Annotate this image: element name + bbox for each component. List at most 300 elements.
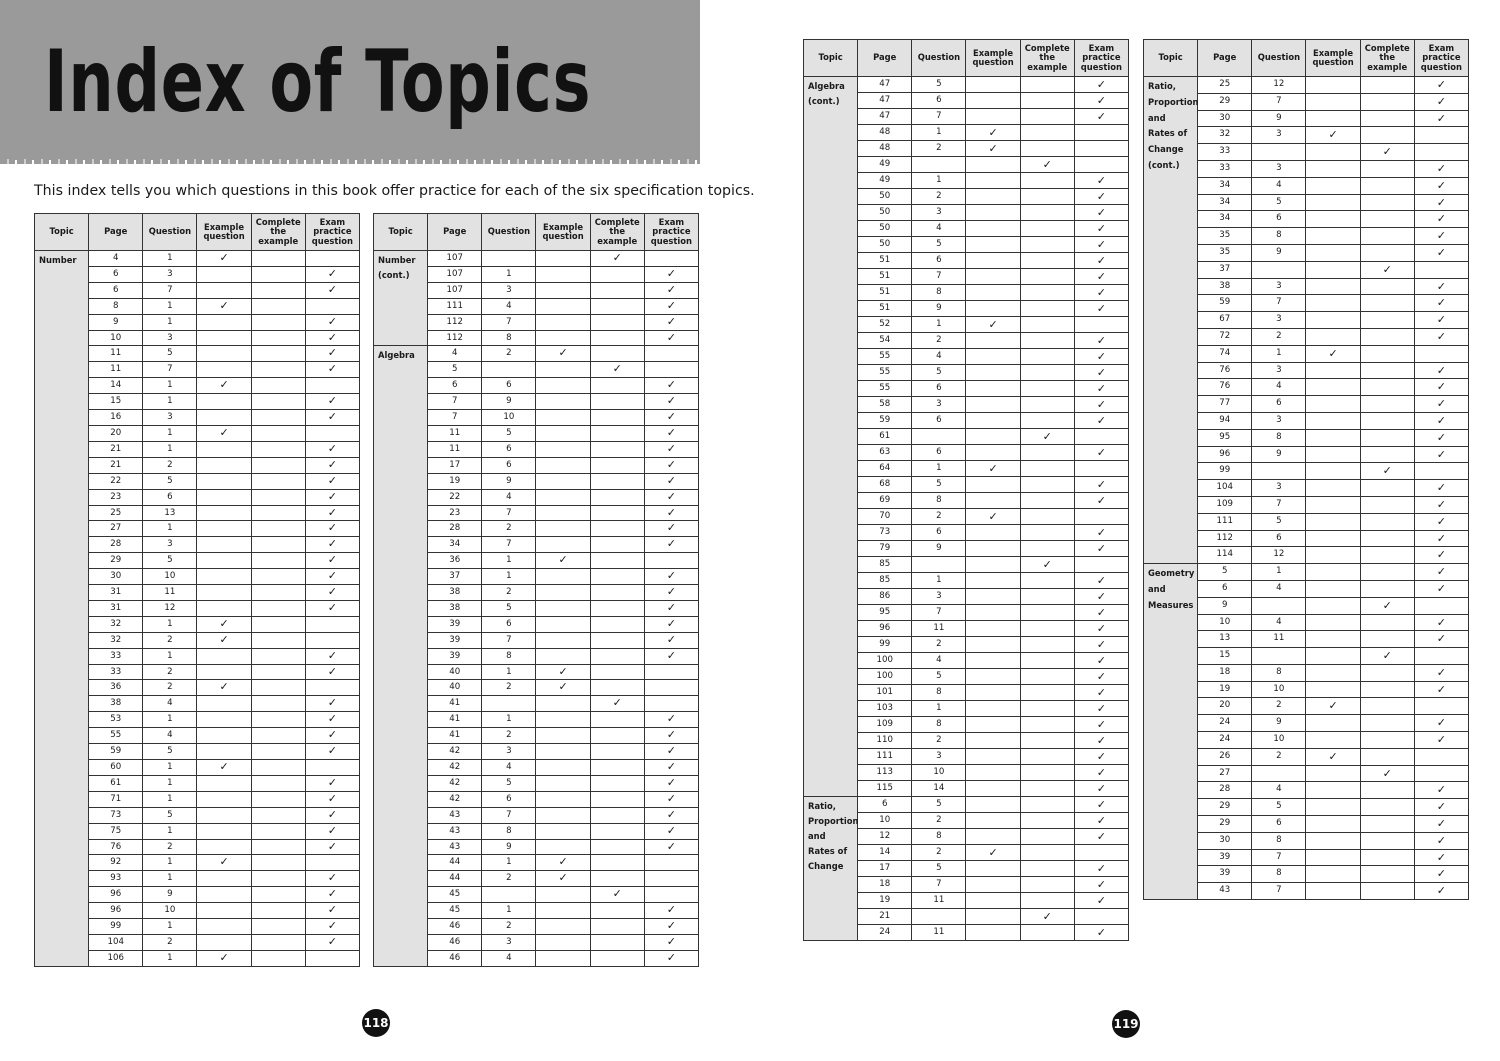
exam-practice-cell: ✓: [644, 394, 698, 410]
example-question-cell: [966, 621, 1020, 637]
example-question-cell: [966, 253, 1020, 269]
question-cell: 6: [912, 525, 966, 541]
example-question-cell: [536, 378, 590, 394]
exam-practice-cell: ✓: [305, 457, 359, 473]
question-cell: [1252, 463, 1306, 480]
page-cell: 42: [428, 760, 482, 776]
example-question-cell: [1306, 832, 1360, 849]
complete-the-example-cell: [1020, 573, 1074, 589]
exam-practice-cell: ✓: [305, 934, 359, 950]
question-cell: 11: [912, 621, 966, 637]
table-row: [35, 251, 360, 267]
exam-practice-cell: ✓: [644, 537, 698, 553]
complete-the-example-cell: [590, 664, 644, 680]
example-question-cell: ✓: [197, 950, 251, 966]
complete-the-example-cell: [251, 378, 305, 394]
page-cell: 74: [1198, 345, 1252, 362]
example-question-cell: [1306, 295, 1360, 312]
question-cell: 4: [1252, 782, 1306, 799]
question-cell: [1252, 597, 1306, 614]
question-cell: 1: [143, 648, 197, 664]
question-cell: 7: [1252, 295, 1306, 312]
page-cell: 24: [1198, 715, 1252, 732]
example-question-cell: ✓: [197, 251, 251, 267]
example-question-cell: [966, 205, 1020, 221]
exam-practice-cell: [1074, 557, 1128, 573]
exam-practice-cell: ✓: [305, 410, 359, 426]
question-cell: 6: [482, 616, 536, 632]
question-cell: 5: [143, 553, 197, 569]
page-cell: 42: [428, 775, 482, 791]
question-cell: 2: [482, 585, 536, 601]
exam-practice-cell: ✓: [1074, 701, 1128, 717]
page-cell: 86: [858, 589, 912, 605]
complete-the-example-cell: [251, 871, 305, 887]
complete-the-example-cell: [1360, 429, 1414, 446]
page-cell: 20: [1198, 698, 1252, 715]
example-question-cell: [966, 189, 1020, 205]
complete-the-example-cell: [590, 266, 644, 282]
question-cell: 14: [912, 781, 966, 797]
page-cell: 18: [858, 877, 912, 893]
page-cell: 70: [858, 509, 912, 525]
question-cell: 10: [1252, 732, 1306, 749]
page-cell: 48: [858, 125, 912, 141]
exam-practice-cell: [1414, 648, 1468, 665]
question-cell: 1: [912, 173, 966, 189]
exam-practice-cell: ✓: [1074, 685, 1128, 701]
header-row: [1144, 40, 1469, 77]
complete-the-example-cell: [251, 696, 305, 712]
question-cell: 1: [912, 701, 966, 717]
example-question-cell: [966, 733, 1020, 749]
question-cell: 1: [143, 521, 197, 537]
page-cell: 61: [89, 775, 143, 791]
exam-practice-cell: ✓: [1414, 93, 1468, 110]
example-question-cell: ✓: [966, 317, 1020, 333]
page-cell: 71: [89, 791, 143, 807]
page-cell: 25: [89, 505, 143, 521]
page-cell: 11: [428, 441, 482, 457]
example-question-cell: ✓: [966, 125, 1020, 141]
question-cell: 10: [912, 765, 966, 781]
exam-practice-cell: ✓: [1414, 631, 1468, 648]
complete-the-example-cell: [590, 871, 644, 887]
page-cell: 55: [858, 349, 912, 365]
complete-the-example-cell: [590, 903, 644, 919]
example-question-cell: [966, 781, 1020, 797]
page-cell: 33: [89, 648, 143, 664]
complete-the-example-cell: [590, 282, 644, 298]
question-cell: 7: [482, 632, 536, 648]
exam-practice-cell: ✓: [305, 712, 359, 728]
page-cell: 24: [858, 925, 912, 941]
complete-the-example-cell: [251, 760, 305, 776]
example-question-cell: [1306, 765, 1360, 782]
complete-the-example-cell: [590, 378, 644, 394]
intro-text: This index tells you which questions in this book offer practice for each of the six specification topics.: [34, 183, 755, 199]
question-cell: 6: [1252, 816, 1306, 833]
question-cell: 6: [912, 253, 966, 269]
exam-practice-cell: [305, 950, 359, 966]
exam-practice-cell: ✓: [644, 728, 698, 744]
topic-cell: Ratio, Proportion and Rates of Change (cont.): [1144, 77, 1198, 564]
question-cell: 11: [912, 893, 966, 909]
question-cell: 4: [1252, 379, 1306, 396]
complete-the-example-cell: [1360, 211, 1414, 228]
example-question-cell: [1306, 530, 1360, 547]
complete-the-example-cell: [1360, 732, 1414, 749]
example-question-cell: [197, 553, 251, 569]
page-cell: 28: [89, 537, 143, 553]
complete-the-example-cell: [1360, 446, 1414, 463]
exam-practice-cell: ✓: [1414, 379, 1468, 396]
question-cell: 2: [912, 509, 966, 525]
exam-practice-cell: ✓: [1414, 799, 1468, 816]
exam-practice-cell: ✓: [1414, 480, 1468, 497]
example-question-cell: [1306, 480, 1360, 497]
page-cell: 38: [89, 696, 143, 712]
example-question-cell: [1306, 328, 1360, 345]
exam-practice-cell: [644, 680, 698, 696]
page-cell: 32: [89, 616, 143, 632]
exam-practice-cell: ✓: [1074, 653, 1128, 669]
complete-the-example-cell: [1020, 317, 1074, 333]
question-cell: 10: [482, 410, 536, 426]
example-question-cell: [966, 717, 1020, 733]
question-cell: 7: [143, 282, 197, 298]
example-question-cell: ✓: [197, 680, 251, 696]
complete-the-example-cell: [1020, 93, 1074, 109]
example-question-cell: ✓: [536, 680, 590, 696]
complete-the-example-cell: [590, 648, 644, 664]
page-cell: 96: [1198, 446, 1252, 463]
exam-practice-cell: [305, 251, 359, 267]
question-cell: [1252, 261, 1306, 278]
page-cell: 47: [858, 93, 912, 109]
example-question-cell: [966, 813, 1020, 829]
example-question-cell: [197, 712, 251, 728]
exam-practice-cell: ✓: [1414, 396, 1468, 413]
complete-the-example-cell: [590, 569, 644, 585]
example-question-cell: ✓: [197, 855, 251, 871]
question-cell: 13: [143, 505, 197, 521]
topic-index-table-3: [803, 39, 1129, 941]
question-cell: 1: [143, 823, 197, 839]
page-cell: 111: [428, 298, 482, 314]
example-question-cell: [966, 381, 1020, 397]
page-cell: 77: [1198, 396, 1252, 413]
exam-practice-cell: ✓: [644, 314, 698, 330]
question-cell: 2: [912, 189, 966, 205]
page-cell: 100: [858, 653, 912, 669]
complete-the-example-cell: [251, 330, 305, 346]
page-cell: 29: [1198, 816, 1252, 833]
complete-the-example-cell: [1360, 866, 1414, 883]
header-exam-practice-question: Exam practice question: [305, 214, 359, 251]
question-cell: 1: [912, 317, 966, 333]
exam-practice-cell: [644, 362, 698, 378]
complete-the-example-cell: [1020, 733, 1074, 749]
complete-the-example-cell: [1020, 621, 1074, 637]
example-question-cell: [197, 664, 251, 680]
exam-practice-cell: ✓: [644, 473, 698, 489]
complete-the-example-cell: [590, 950, 644, 966]
question-cell: 2: [143, 457, 197, 473]
complete-the-example-cell: [1020, 765, 1074, 781]
question-cell: 3: [482, 934, 536, 950]
exam-practice-cell: ✓: [1414, 513, 1468, 530]
question-cell: 1: [482, 569, 536, 585]
page-cell: 7: [428, 394, 482, 410]
exam-practice-cell: ✓: [1074, 589, 1128, 605]
example-question-cell: [1306, 177, 1360, 194]
question-cell: 10: [143, 903, 197, 919]
complete-the-example-cell: [1020, 285, 1074, 301]
exam-practice-cell: ✓: [1074, 269, 1128, 285]
example-question-cell: [197, 569, 251, 585]
question-cell: 9: [1252, 715, 1306, 732]
complete-the-example-cell: [1360, 664, 1414, 681]
example-question-cell: [1306, 379, 1360, 396]
page-cell: 75: [89, 823, 143, 839]
exam-practice-cell: ✓: [644, 775, 698, 791]
complete-the-example-cell: [1020, 637, 1074, 653]
complete-the-example-cell: [1360, 832, 1414, 849]
complete-the-example-cell: [251, 346, 305, 362]
example-question-cell: [966, 605, 1020, 621]
complete-the-example-cell: [1020, 173, 1074, 189]
page-cell: 9: [89, 314, 143, 330]
complete-the-example-cell: [590, 934, 644, 950]
complete-the-example-cell: [1020, 877, 1074, 893]
page-cell: 104: [89, 934, 143, 950]
page-cell: 63: [858, 445, 912, 461]
exam-practice-cell: [1074, 845, 1128, 861]
question-cell: 8: [912, 493, 966, 509]
complete-the-example-cell: [590, 744, 644, 760]
exam-practice-cell: [644, 855, 698, 871]
example-question-cell: [536, 585, 590, 601]
page-cell: 35: [1198, 228, 1252, 245]
complete-the-example-cell: [251, 314, 305, 330]
question-cell: 8: [1252, 866, 1306, 883]
example-question-cell: [966, 877, 1020, 893]
exam-practice-cell: ✓: [644, 441, 698, 457]
page-cell: 101: [858, 685, 912, 701]
exam-practice-cell: [305, 298, 359, 314]
example-question-cell: [536, 330, 590, 346]
question-cell: 6: [912, 93, 966, 109]
example-question-cell: [197, 871, 251, 887]
exam-practice-cell: ✓: [305, 569, 359, 585]
exam-practice-cell: ✓: [1414, 849, 1468, 866]
complete-the-example-cell: [1360, 580, 1414, 597]
page-cell: 96: [89, 887, 143, 903]
example-question-cell: [536, 744, 590, 760]
complete-the-example-cell: [1360, 564, 1414, 581]
complete-the-example-cell: [590, 600, 644, 616]
complete-the-example-cell: [1360, 530, 1414, 547]
example-question-cell: [536, 314, 590, 330]
page-cell: 12: [858, 829, 912, 845]
page-cell: 50: [858, 237, 912, 253]
complete-the-example-cell: [1020, 205, 1074, 221]
page-cell: 107: [428, 266, 482, 282]
page-cell: 30: [89, 569, 143, 585]
question-cell: 2: [912, 637, 966, 653]
complete-the-example-cell: [1360, 244, 1414, 261]
page-cell: 39: [1198, 866, 1252, 883]
question-cell: 3: [912, 749, 966, 765]
example-question-cell: [197, 537, 251, 553]
example-question-cell: [197, 934, 251, 950]
example-question-cell: [536, 425, 590, 441]
example-question-cell: [197, 696, 251, 712]
exam-practice-cell: ✓: [305, 330, 359, 346]
exam-practice-cell: ✓: [1414, 496, 1468, 513]
exam-practice-cell: ✓: [305, 600, 359, 616]
page-cell: 32: [89, 632, 143, 648]
complete-the-example-cell: [1020, 477, 1074, 493]
example-question-cell: [1306, 715, 1360, 732]
question-cell: 2: [482, 919, 536, 935]
question-cell: 1: [143, 616, 197, 632]
page-cell: 44: [428, 855, 482, 871]
exam-practice-cell: [1414, 597, 1468, 614]
example-question-cell: [536, 282, 590, 298]
exam-practice-cell: ✓: [1414, 295, 1468, 312]
question-cell: [482, 362, 536, 378]
page-cell: 99: [1198, 463, 1252, 480]
page-cell: 6: [89, 282, 143, 298]
page-cell: 36: [89, 680, 143, 696]
example-question-cell: [966, 237, 1020, 253]
question-cell: 3: [143, 537, 197, 553]
page-cell: 114: [1198, 547, 1252, 564]
example-question-cell: [966, 221, 1020, 237]
example-question-cell: [966, 93, 1020, 109]
exam-practice-cell: ✓: [1414, 194, 1468, 211]
question-cell: 1: [482, 553, 536, 569]
complete-the-example-cell: [1360, 480, 1414, 497]
example-question-cell: [966, 909, 1020, 925]
exam-practice-cell: ✓: [1414, 160, 1468, 177]
exam-practice-cell: ✓: [305, 791, 359, 807]
exam-practice-cell: ✓: [1414, 816, 1468, 833]
header-row: [374, 214, 699, 251]
header-complete-the-example: Complete the example: [1360, 40, 1414, 77]
exam-practice-cell: ✓: [1074, 765, 1128, 781]
example-question-cell: [197, 521, 251, 537]
example-question-cell: [536, 362, 590, 378]
exam-practice-cell: ✓: [305, 807, 359, 823]
complete-the-example-cell: [1360, 110, 1414, 127]
question-cell: 2: [482, 346, 536, 362]
header-question: Question: [1252, 40, 1306, 77]
example-question-cell: [1306, 648, 1360, 665]
page-cell: 14: [89, 378, 143, 394]
exam-practice-cell: ✓: [1074, 397, 1128, 413]
exam-practice-cell: ✓: [1074, 621, 1128, 637]
exam-practice-cell: ✓: [1074, 605, 1128, 621]
complete-the-example-cell: [251, 823, 305, 839]
exam-practice-cell: ✓: [644, 585, 698, 601]
example-question-cell: [1306, 463, 1360, 480]
complete-the-example-cell: ✓: [1360, 648, 1414, 665]
header-example-question: Example question: [966, 40, 1020, 77]
page-cell: 50: [858, 189, 912, 205]
complete-the-example-cell: [590, 680, 644, 696]
example-question-cell: [536, 775, 590, 791]
exam-practice-cell: ✓: [644, 744, 698, 760]
question-cell: 11: [912, 925, 966, 941]
complete-the-example-cell: [1360, 328, 1414, 345]
question-cell: 8: [1252, 832, 1306, 849]
example-question-cell: [536, 251, 590, 267]
complete-the-example-cell: [251, 569, 305, 585]
page-cell: 39: [428, 648, 482, 664]
exam-practice-cell: ✓: [1414, 530, 1468, 547]
page-cell: 24: [1198, 732, 1252, 749]
exam-practice-cell: ✓: [644, 648, 698, 664]
page-cell: 39: [428, 616, 482, 632]
example-question-cell: [197, 505, 251, 521]
page-cell: 6: [858, 797, 912, 813]
complete-the-example-cell: [1020, 541, 1074, 557]
question-cell: 6: [482, 441, 536, 457]
example-question-cell: [966, 829, 1020, 845]
exam-practice-cell: [1074, 125, 1128, 141]
page-cell: 44: [428, 871, 482, 887]
complete-the-example-cell: ✓: [1360, 144, 1414, 161]
question-cell: 2: [143, 934, 197, 950]
exam-practice-cell: ✓: [1414, 866, 1468, 883]
complete-the-example-cell: [1020, 653, 1074, 669]
page-cell: 41: [428, 696, 482, 712]
page-cell: 37: [1198, 261, 1252, 278]
page-cell: 42: [428, 791, 482, 807]
exam-practice-cell: [305, 616, 359, 632]
question-cell: 8: [912, 717, 966, 733]
exam-practice-cell: ✓: [305, 282, 359, 298]
example-question-cell: [1306, 564, 1360, 581]
page-cell: 68: [858, 477, 912, 493]
exam-practice-cell: ✓: [1074, 861, 1128, 877]
exam-practice-cell: ✓: [305, 744, 359, 760]
example-question-cell: [197, 473, 251, 489]
example-question-cell: [1306, 110, 1360, 127]
question-cell: 8: [482, 823, 536, 839]
exam-practice-cell: ✓: [305, 537, 359, 553]
complete-the-example-cell: [1360, 194, 1414, 211]
page-cell: 59: [89, 744, 143, 760]
exam-practice-cell: ✓: [1414, 177, 1468, 194]
exam-practice-cell: ✓: [1074, 477, 1128, 493]
page-cell: 99: [89, 919, 143, 935]
complete-the-example-cell: [590, 728, 644, 744]
complete-the-example-cell: [590, 632, 644, 648]
complete-the-example-cell: [251, 919, 305, 935]
exam-practice-cell: ✓: [644, 425, 698, 441]
question-cell: 2: [143, 680, 197, 696]
example-question-cell: [1306, 614, 1360, 631]
question-cell: 1: [143, 378, 197, 394]
complete-the-example-cell: ✓: [1020, 429, 1074, 445]
exam-practice-cell: ✓: [1074, 77, 1128, 93]
exam-practice-cell: ✓: [644, 457, 698, 473]
example-question-cell: [966, 77, 1020, 93]
